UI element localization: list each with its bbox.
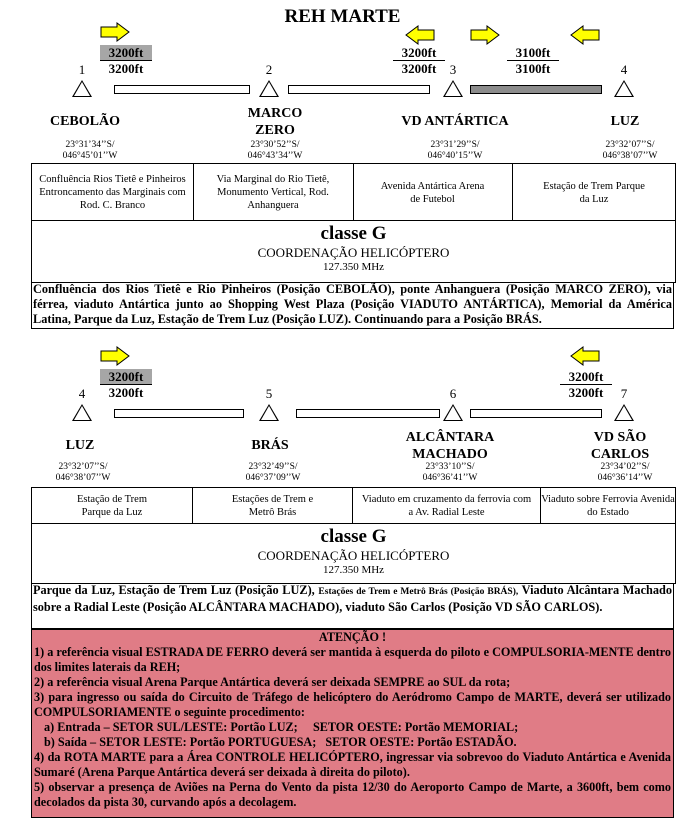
route-segment xyxy=(296,409,440,418)
waypoint-coordinates: 23°31’34’’S/ 046°45’01’’W xyxy=(62,140,118,161)
waypoint-number: 4 xyxy=(620,62,628,77)
waypoint-name: ALCÂNTARA MACHADO xyxy=(405,430,495,462)
reference-cell: Avenida Antártica Arena de Futebol xyxy=(353,164,513,221)
attention-subitem: b) Saída – SETOR LESTE: Portão PORTUGUESA; SETOR OESTE: Portão ESTADÃO. xyxy=(44,735,517,749)
altitude-label xyxy=(100,45,152,76)
waypoint-name: LUZ xyxy=(610,114,640,129)
altitude-top: 3200ft xyxy=(560,369,612,385)
altitude-label xyxy=(507,45,559,76)
waypoint-name: MARCO ZERO xyxy=(247,106,303,138)
waypoint-number: 1 xyxy=(78,62,86,77)
route-segment-highlighted xyxy=(470,85,602,94)
waypoint-coordinates: 23°30’52’’S/ 046°43’34’’W xyxy=(247,140,303,161)
attention-item: 3) para ingresso ou saída do Circuito de Tráfego de helicóptero do Aeródromo Campo de MARTE, deverá ser utilizado COMPULSORIAMENTE o seguinte procedimento: xyxy=(34,690,671,719)
triangle-waypoint-icon xyxy=(443,404,463,421)
altitude-bottom: 3200ft xyxy=(401,61,437,76)
arrow-right-icon xyxy=(100,22,130,42)
reference-cell: Viaduto em cruzamento da ferrovia com a Av. Radial Leste xyxy=(353,488,541,524)
page-title: REH MARTE xyxy=(284,6,401,27)
altitude-bottom: 3200ft xyxy=(568,385,604,400)
altitude-top: 3200ft xyxy=(100,369,152,385)
altitude-label xyxy=(393,45,445,76)
route-segment xyxy=(114,85,250,94)
airspace-class-box xyxy=(31,523,676,584)
waypoint-name: CEBOLÃO xyxy=(49,114,120,129)
route-description: Parque da Luz, Estação de Trem Luz (Posição LUZ), Estações de Trem e Metrô Brás (Posição BRÁS), Viaduto Alcântara Machado sobre a Radial Leste (Posição ALCÂNTARA MACHADO), viaduto São Carlos (Posição VD SÃO CARLOS). xyxy=(31,583,674,629)
attention-item: 4) da ROTA MARTE para a Área CONTROLE HELICÓPTERO, ingressar via sobrevoo do Viaduto Antártica e Avenida Sumaré (Arena Parque Antártica deverá ser deixada à direita do piloto). xyxy=(34,750,671,779)
triangle-waypoint-icon xyxy=(614,404,634,421)
arrow-left-icon xyxy=(570,346,600,366)
attention-item: 1) a referência visual ESTRADA DE FERRO deverá ser mantida à esquerda do piloto e COMPULSORIA-MENTE dentro dos limites laterais da REH; xyxy=(34,645,671,674)
waypoint-coordinates: 23°32’07’’S/ 046°38’07’’W xyxy=(602,140,658,161)
altitude-label xyxy=(100,369,152,400)
waypoint-coordinates: 23°32’07’’S/ 046°38’07’’W xyxy=(55,462,111,483)
attention-heading: ATENÇÃO ! xyxy=(318,630,387,644)
altitude-bottom: 3200ft xyxy=(108,61,144,76)
airspace-class-box xyxy=(31,220,676,283)
attention-subitem: a) Entrada – SETOR SUL/LESTE: Portão LUZ; SETOR OESTE: Portão MEMORIAL; xyxy=(44,720,519,734)
airspace-class: classe G xyxy=(320,526,387,547)
coordination-label: COORDENAÇÃO HELICÓPTERO xyxy=(257,245,450,260)
triangle-waypoint-icon xyxy=(72,80,92,97)
waypoint-number: 4 xyxy=(78,386,86,401)
waypoint-coordinates: 23°34’02’’S/ 046°36’14’’W xyxy=(597,462,653,483)
coordination-label: COORDENAÇÃO HELICÓPTERO xyxy=(257,548,450,563)
altitude-bottom: 3100ft xyxy=(515,61,551,76)
waypoint-number: 7 xyxy=(620,386,628,401)
route-segment xyxy=(470,409,602,418)
arrow-right-icon xyxy=(100,346,130,366)
route-segment xyxy=(288,85,430,94)
waypoint-coordinates: 23°33’10’’S/ 046°36’41’’W xyxy=(422,462,478,483)
triangle-waypoint-icon xyxy=(443,80,463,97)
waypoint-name: VD ANTÁRTICA xyxy=(401,114,509,129)
waypoint-number: 6 xyxy=(449,386,457,401)
waypoint-name: BRÁS xyxy=(251,438,289,453)
reference-cell: Estação de Trem Parque da Luz xyxy=(32,488,193,524)
triangle-waypoint-icon xyxy=(259,80,279,97)
waypoint-name: LUZ xyxy=(65,438,95,453)
triangle-waypoint-icon xyxy=(72,404,92,421)
waypoint-number: 5 xyxy=(265,386,273,401)
altitude-bottom: 3200ft xyxy=(108,385,144,400)
triangle-waypoint-icon xyxy=(614,80,634,97)
attention-item: 2) a referência visual Arena Parque Antártica deverá ser deixada SEMPRE ao SUL da rota; xyxy=(34,675,511,689)
waypoint-number: 2 xyxy=(265,62,273,77)
frequency: 127.350 MHz xyxy=(322,564,385,576)
waypoint-number: 3 xyxy=(449,62,457,77)
altitude-label xyxy=(560,369,612,400)
waypoint-name: VD SÃO CARLOS xyxy=(590,430,650,462)
altitude-top: 3200ft xyxy=(393,45,445,61)
frequency: 127.350 MHz xyxy=(322,261,385,273)
arrow-left-icon xyxy=(570,25,600,45)
route-description: Confluência dos Rios Tietê e Rio Pinheiros (Posição CEBOLÃO), ponte Anhanguera (Posição MARCO ZERO), via férrea, viaduto Antártica junto ao Shopping West Plaza (Posição VIADUTO ANTÁRTICA), Memorial da América Latina, Parque da Luz, Estação de Trem Luz (Posição LUZ). Continuando para a Posição BRÁS. xyxy=(31,282,674,329)
airspace-class: classe G xyxy=(320,223,387,244)
arrow-left-icon xyxy=(405,25,435,45)
reference-cell: Estações de Trem e Metrô Brás xyxy=(193,488,353,524)
reference-cell: Via Marginal do Rio Tietê, Monumento Vertical, Rod. Anhanguera xyxy=(193,164,354,221)
attention-item: 5) observar a presença de Aviões na Perna do Vento da pista 12/30 do Aeroporto Campo de Marte, a 3600ft, bem como decolados da pista 30, curvando após a decolagem. xyxy=(34,780,671,809)
altitude-top: 3100ft xyxy=(507,45,559,61)
triangle-waypoint-icon xyxy=(259,404,279,421)
reference-cell: Confluência Rios Tietê e Pinheiros Entroncamento das Marginais com Rod. C. Branco xyxy=(32,164,194,221)
reference-row xyxy=(31,487,676,524)
reference-cell: Estação de Trem Parque da Luz xyxy=(543,180,645,205)
reference-row xyxy=(31,163,676,221)
reference-cell: Viaduto sobre Ferrovia Avenida do Estado xyxy=(541,494,675,518)
waypoint-coordinates: 23°31’29’’S/ 046°40’15’’W xyxy=(427,140,483,161)
arrow-right-icon xyxy=(470,25,500,45)
route-segment xyxy=(114,409,244,418)
altitude-top: 3200ft xyxy=(100,45,152,61)
attention-box xyxy=(31,629,674,818)
waypoint-coordinates: 23°32’49’’S/ 046°37’09’’W xyxy=(245,462,301,483)
